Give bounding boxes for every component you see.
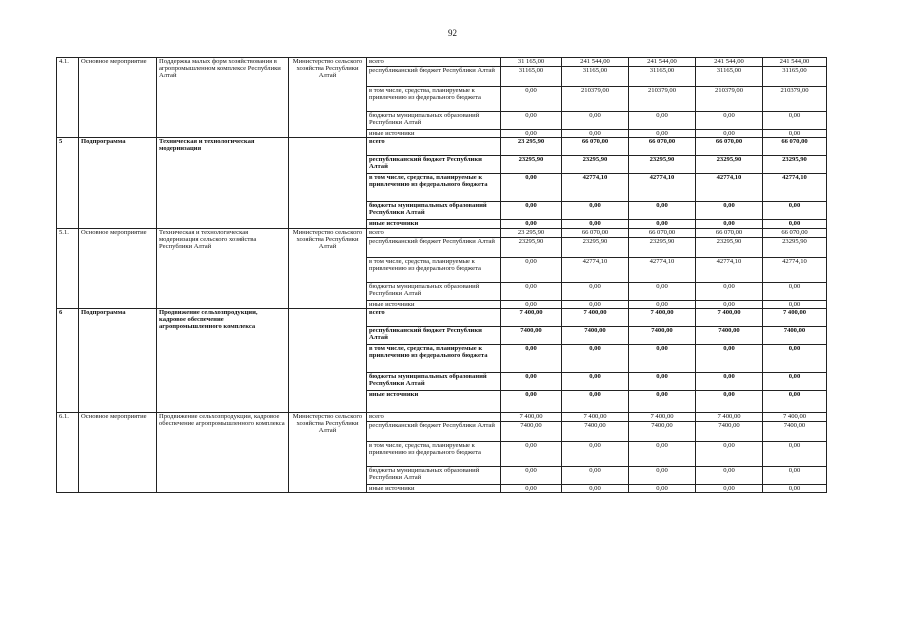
amount-cell: 31165,00 bbox=[562, 67, 629, 87]
funding-source: иные источники bbox=[367, 391, 501, 413]
table-row bbox=[57, 138, 827, 156]
amount-cell: 0,00 bbox=[501, 112, 562, 130]
amount-cell: 0,00 bbox=[763, 202, 827, 220]
amount-cell: 31165,00 bbox=[696, 67, 763, 87]
amount-cell: 0,00 bbox=[501, 345, 562, 373]
row-name: Продвижение сельхозпродукции, кадровое обеспечение агропромышленного комплекса bbox=[157, 413, 289, 493]
amount-cell: 0,00 bbox=[629, 112, 696, 130]
funding-source: в том числе, средства, планируемые к привлечению из федерального бюджета bbox=[367, 442, 501, 467]
row-code: 6.1. bbox=[57, 413, 79, 493]
amount-cell: 241 544,00 bbox=[696, 58, 763, 67]
amount-cell: 7400,00 bbox=[501, 327, 562, 345]
amount-cell: 7 400,00 bbox=[501, 413, 562, 422]
funding-source: бюджеты муниципальных образований Республики Алтай bbox=[367, 112, 501, 130]
amount-cell: 42774,10 bbox=[763, 258, 827, 283]
funding-source: бюджеты муниципальных образований Республики Алтай bbox=[367, 202, 501, 220]
amount-cell: 0,00 bbox=[629, 202, 696, 220]
amount-cell: 0,00 bbox=[763, 373, 827, 391]
row-executor: Министерство сельского хозяйства Республики Алтай bbox=[289, 229, 367, 309]
amount-cell: 42774,10 bbox=[562, 174, 629, 202]
amount-cell: 66 070,00 bbox=[562, 138, 629, 156]
amount-cell: 66 070,00 bbox=[562, 229, 629, 238]
amount-cell: 23 295,90 bbox=[501, 229, 562, 238]
funding-source: иные источники bbox=[367, 485, 501, 493]
amount-cell: 0,00 bbox=[562, 345, 629, 373]
amount-cell: 0,00 bbox=[763, 130, 827, 138]
amount-cell: 0,00 bbox=[562, 220, 629, 229]
amount-cell: 0,00 bbox=[696, 301, 763, 309]
amount-cell: 7 400,00 bbox=[562, 413, 629, 422]
funding-source: в том числе, средства, планируемые к привлечению из федерального бюджета bbox=[367, 258, 501, 283]
table-row bbox=[57, 309, 827, 327]
amount-cell: 0,00 bbox=[629, 283, 696, 301]
amount-cell: 0,00 bbox=[501, 467, 562, 485]
amount-cell: 0,00 bbox=[763, 112, 827, 130]
amount-cell: 23295,90 bbox=[501, 238, 562, 258]
funding-source: всего bbox=[367, 58, 501, 67]
page-number: 92 bbox=[448, 28, 457, 38]
amount-cell: 0,00 bbox=[501, 442, 562, 467]
row-code: 6 bbox=[57, 309, 79, 413]
amount-cell: 0,00 bbox=[629, 391, 696, 413]
amount-cell: 0,00 bbox=[696, 373, 763, 391]
amount-cell: 0,00 bbox=[562, 130, 629, 138]
amount-cell: 66 070,00 bbox=[696, 229, 763, 238]
amount-cell: 7 400,00 bbox=[562, 309, 629, 327]
amount-cell: 0,00 bbox=[696, 467, 763, 485]
amount-cell: 0,00 bbox=[501, 130, 562, 138]
row-executor: Министерство сельского хозяйства Республики Алтай bbox=[289, 58, 367, 138]
amount-cell: 23295,90 bbox=[562, 238, 629, 258]
amount-cell: 0,00 bbox=[763, 442, 827, 467]
row-type: Основное мероприятие bbox=[79, 413, 157, 493]
amount-cell: 23295,90 bbox=[501, 156, 562, 174]
amount-cell: 0,00 bbox=[696, 112, 763, 130]
amount-cell: 7400,00 bbox=[629, 327, 696, 345]
amount-cell: 42774,10 bbox=[562, 258, 629, 283]
amount-cell: 42774,10 bbox=[629, 258, 696, 283]
amount-cell: 31165,00 bbox=[501, 67, 562, 87]
funding-source: республиканский бюджет Республики Алтай bbox=[367, 156, 501, 174]
amount-cell: 241 544,00 bbox=[629, 58, 696, 67]
amount-cell: 0,00 bbox=[763, 467, 827, 485]
amount-cell: 210379,00 bbox=[562, 87, 629, 112]
amount-cell: 0,00 bbox=[562, 301, 629, 309]
amount-cell: 7 400,00 bbox=[763, 309, 827, 327]
funding-source: бюджеты муниципальных образований Республики Алтай bbox=[367, 373, 501, 391]
amount-cell: 23295,90 bbox=[629, 156, 696, 174]
amount-cell: 23295,90 bbox=[629, 238, 696, 258]
funding-source: бюджеты муниципальных образований Республики Алтай bbox=[367, 283, 501, 301]
row-code: 5 bbox=[57, 138, 79, 229]
amount-cell: 0,00 bbox=[562, 485, 629, 493]
amount-cell: 0,00 bbox=[763, 301, 827, 309]
amount-cell: 0,00 bbox=[629, 301, 696, 309]
amount-cell: 42774,10 bbox=[629, 174, 696, 202]
amount-cell: 31 165,00 bbox=[501, 58, 562, 67]
budget-table-body bbox=[57, 58, 827, 493]
amount-cell: 66 070,00 bbox=[629, 229, 696, 238]
amount-cell: 0,00 bbox=[501, 258, 562, 283]
funding-source: в том числе, средства, планируемые к привлечению из федерального бюджета bbox=[367, 345, 501, 373]
amount-cell: 0,00 bbox=[696, 283, 763, 301]
amount-cell: 7400,00 bbox=[562, 327, 629, 345]
amount-cell: 0,00 bbox=[562, 442, 629, 467]
funding-source: республиканский бюджет Республики Алтай bbox=[367, 327, 501, 345]
amount-cell: 66 070,00 bbox=[629, 138, 696, 156]
funding-source: всего bbox=[367, 413, 501, 422]
amount-cell: 0,00 bbox=[501, 220, 562, 229]
amount-cell: 0,00 bbox=[696, 202, 763, 220]
row-type: Основное мероприятие bbox=[79, 58, 157, 138]
amount-cell: 0,00 bbox=[501, 87, 562, 112]
amount-cell: 7400,00 bbox=[696, 327, 763, 345]
amount-cell: 42774,10 bbox=[696, 174, 763, 202]
funding-source: республиканский бюджет Республики Алтай bbox=[367, 67, 501, 87]
amount-cell: 0,00 bbox=[562, 467, 629, 485]
amount-cell: 0,00 bbox=[501, 373, 562, 391]
amount-cell: 0,00 bbox=[696, 485, 763, 493]
funding-source: в том числе, средства, планируемые к привлечению из федерального бюджета bbox=[367, 174, 501, 202]
amount-cell: 0,00 bbox=[763, 485, 827, 493]
row-type: Подпрограмма bbox=[79, 309, 157, 413]
amount-cell: 23295,90 bbox=[696, 156, 763, 174]
amount-cell: 23 295,90 bbox=[501, 138, 562, 156]
row-name: Поддержка малых форм хозяйствования в агропромышленном комплексе Республики Алтай bbox=[157, 58, 289, 138]
amount-cell: 7 400,00 bbox=[629, 309, 696, 327]
funding-source: иные источники bbox=[367, 301, 501, 309]
row-name: Техническая и технологическая модернизация bbox=[157, 138, 289, 229]
amount-cell: 7 400,00 bbox=[696, 413, 763, 422]
amount-cell: 31165,00 bbox=[629, 67, 696, 87]
funding-source: всего bbox=[367, 229, 501, 238]
funding-source: в том числе, средства, планируемые к привлечению из федерального бюджета bbox=[367, 87, 501, 112]
amount-cell: 7400,00 bbox=[763, 327, 827, 345]
amount-cell: 241 544,00 bbox=[763, 58, 827, 67]
row-type: Подпрограмма bbox=[79, 138, 157, 229]
row-code: 5.1. bbox=[57, 229, 79, 309]
row-executor bbox=[289, 138, 367, 229]
amount-cell: 0,00 bbox=[501, 301, 562, 309]
row-name: Техническая и технологическая модернизация сельского хозяйства Республики Алтай bbox=[157, 229, 289, 309]
amount-cell: 0,00 bbox=[629, 442, 696, 467]
amount-cell: 7400,00 bbox=[763, 422, 827, 442]
amount-cell: 0,00 bbox=[763, 345, 827, 373]
funding-source: бюджеты муниципальных образований Республики Алтай bbox=[367, 467, 501, 485]
funding-source: иные источники bbox=[367, 220, 501, 229]
amount-cell: 0,00 bbox=[629, 130, 696, 138]
amount-cell: 7400,00 bbox=[501, 422, 562, 442]
amount-cell: 0,00 bbox=[629, 345, 696, 373]
amount-cell: 66 070,00 bbox=[763, 138, 827, 156]
table-row bbox=[57, 229, 827, 238]
amount-cell: 0,00 bbox=[629, 467, 696, 485]
amount-cell: 7 400,00 bbox=[763, 413, 827, 422]
amount-cell: 0,00 bbox=[696, 442, 763, 467]
amount-cell: 0,00 bbox=[763, 391, 827, 413]
amount-cell: 66 070,00 bbox=[696, 138, 763, 156]
table-row bbox=[57, 413, 827, 422]
row-name: Продвижение сельхозпродукции, кадровое обеспечение агропромышленного комплекса bbox=[157, 309, 289, 413]
amount-cell: 210379,00 bbox=[763, 87, 827, 112]
amount-cell: 210379,00 bbox=[696, 87, 763, 112]
funding-source: республиканский бюджет Республики Алтай bbox=[367, 422, 501, 442]
row-executor: Министерство сельского хозяйства Республики Алтай bbox=[289, 413, 367, 493]
amount-cell: 42774,10 bbox=[763, 174, 827, 202]
amount-cell: 0,00 bbox=[501, 174, 562, 202]
amount-cell: 42774,10 bbox=[696, 258, 763, 283]
row-type: Основное мероприятие bbox=[79, 229, 157, 309]
amount-cell: 0,00 bbox=[696, 130, 763, 138]
row-executor bbox=[289, 309, 367, 413]
amount-cell: 23295,90 bbox=[562, 156, 629, 174]
amount-cell: 7 400,00 bbox=[501, 309, 562, 327]
table-row bbox=[57, 58, 827, 67]
amount-cell: 0,00 bbox=[696, 220, 763, 229]
amount-cell: 0,00 bbox=[696, 345, 763, 373]
amount-cell: 0,00 bbox=[696, 391, 763, 413]
amount-cell: 0,00 bbox=[501, 283, 562, 301]
amount-cell: 23295,90 bbox=[696, 238, 763, 258]
amount-cell: 0,00 bbox=[562, 391, 629, 413]
amount-cell: 0,00 bbox=[501, 391, 562, 413]
funding-source: республиканский бюджет Республики Алтай bbox=[367, 238, 501, 258]
amount-cell: 210379,00 bbox=[629, 87, 696, 112]
row-code: 4.1. bbox=[57, 58, 79, 138]
amount-cell: 0,00 bbox=[501, 485, 562, 493]
amount-cell: 0,00 bbox=[629, 220, 696, 229]
funding-source: всего bbox=[367, 309, 501, 327]
funding-source: иные источники bbox=[367, 130, 501, 138]
amount-cell: 0,00 bbox=[763, 283, 827, 301]
budget-table bbox=[56, 57, 827, 493]
amount-cell: 0,00 bbox=[562, 202, 629, 220]
amount-cell: 31165,00 bbox=[763, 67, 827, 87]
amount-cell: 0,00 bbox=[562, 112, 629, 130]
amount-cell: 23295,90 bbox=[763, 238, 827, 258]
amount-cell: 0,00 bbox=[501, 202, 562, 220]
amount-cell: 7400,00 bbox=[629, 422, 696, 442]
amount-cell: 241 544,00 bbox=[562, 58, 629, 67]
amount-cell: 0,00 bbox=[562, 373, 629, 391]
amount-cell: 7 400,00 bbox=[629, 413, 696, 422]
amount-cell: 0,00 bbox=[629, 373, 696, 391]
amount-cell: 0,00 bbox=[562, 283, 629, 301]
amount-cell: 7400,00 bbox=[696, 422, 763, 442]
amount-cell: 66 070,00 bbox=[763, 229, 827, 238]
amount-cell: 0,00 bbox=[629, 485, 696, 493]
amount-cell: 7400,00 bbox=[562, 422, 629, 442]
amount-cell: 23295,90 bbox=[763, 156, 827, 174]
funding-source: всего bbox=[367, 138, 501, 156]
amount-cell: 0,00 bbox=[763, 220, 827, 229]
amount-cell: 7 400,00 bbox=[696, 309, 763, 327]
